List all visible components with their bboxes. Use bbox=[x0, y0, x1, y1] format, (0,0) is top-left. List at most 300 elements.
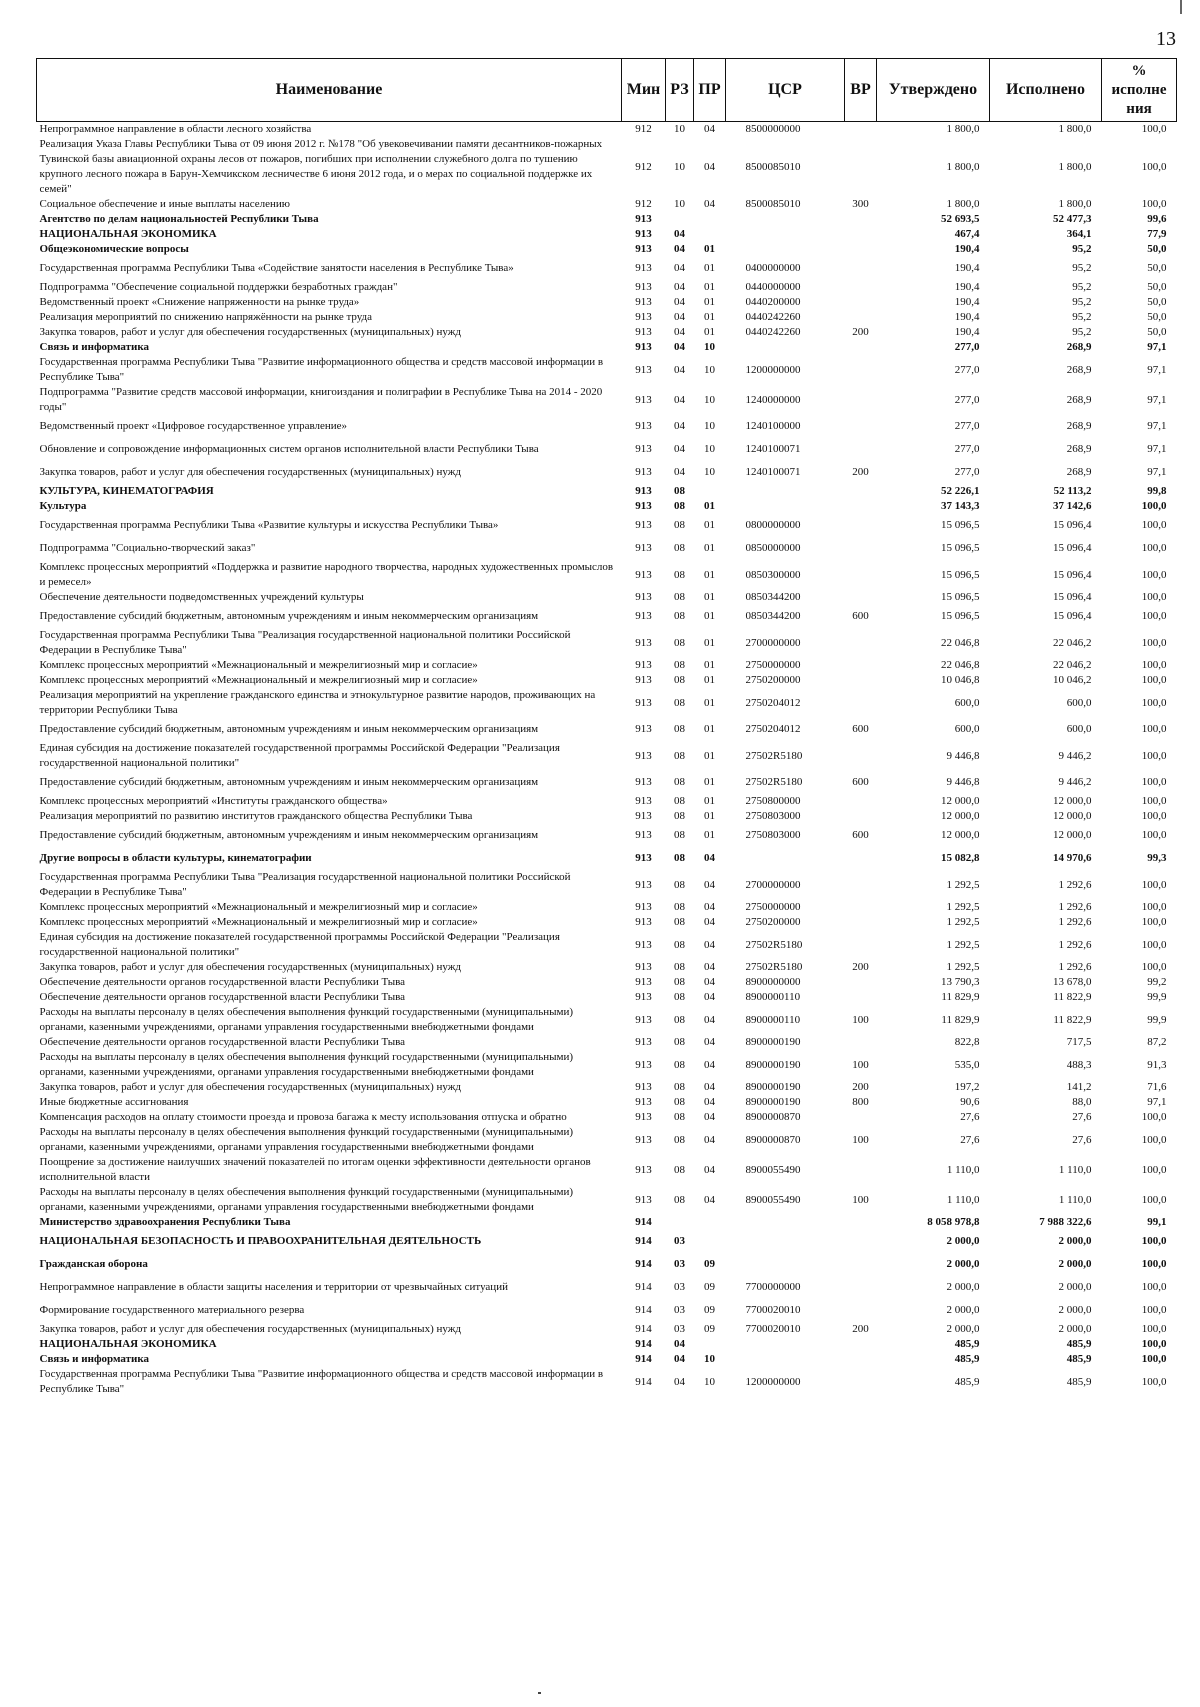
cell-min: 913 bbox=[635, 878, 652, 891]
cell-csr: 2750803000 bbox=[745, 829, 801, 841]
cell-percent: 100,0 bbox=[1141, 696, 1167, 709]
cell-vr: 200 bbox=[852, 1081, 869, 1093]
table-row bbox=[37, 847, 1177, 870]
cell-percent: 99,2 bbox=[1147, 976, 1167, 988]
cell-executed: 52 477,3 bbox=[1053, 213, 1092, 225]
cell-vr: 800 bbox=[852, 1096, 869, 1108]
cell-percent: 100,0 bbox=[1141, 198, 1167, 210]
cell-pr: 10 bbox=[704, 443, 715, 455]
cell-executed: 2 000,0 bbox=[1058, 1281, 1092, 1293]
cell-rz: 08 bbox=[674, 776, 685, 788]
cell-approved: 12 000,0 bbox=[941, 810, 980, 822]
cell-pr: 04 bbox=[704, 1111, 715, 1123]
cell-pr: 01 bbox=[704, 262, 715, 274]
cell-approved: 277,0 bbox=[954, 341, 980, 353]
cell-vr bbox=[845, 1230, 877, 1253]
cell-approved: 1 292,5 bbox=[946, 938, 980, 951]
cell-executed: 37 142,6 bbox=[1053, 500, 1092, 512]
cell-name: Расходы на выплаты персоналу в целях обеспечения выполнения функций государственными (муниципальными) органами, казенными учреждениями, органами управления государственными внебюджетными фондами bbox=[39, 1051, 574, 1078]
cell-rz: 04 bbox=[674, 393, 685, 406]
cell-vr: 200 bbox=[852, 1323, 869, 1335]
cell-pr: 01 bbox=[704, 810, 715, 822]
cell-rz: 08 bbox=[674, 810, 685, 822]
cell-pr bbox=[694, 484, 726, 499]
cell-executed: 22 046,2 bbox=[1053, 659, 1092, 671]
cell-executed: 88,0 bbox=[1072, 1096, 1092, 1108]
cell-rz bbox=[666, 1215, 694, 1230]
cell-min: 913 bbox=[635, 795, 652, 807]
table-row bbox=[37, 257, 1177, 280]
cell-pr: 01 bbox=[704, 500, 715, 512]
cell-percent: 100,0 bbox=[1141, 610, 1167, 622]
cell-min: 914 bbox=[635, 1323, 652, 1335]
cell-pr: 01 bbox=[704, 519, 715, 531]
table-row bbox=[37, 1155, 1177, 1185]
cell-executed: 268,9 bbox=[1066, 443, 1092, 455]
cell-rz: 08 bbox=[674, 916, 685, 928]
cell-executed: 1 292,6 bbox=[1058, 901, 1092, 913]
cell-approved: 1 110,0 bbox=[946, 1193, 980, 1206]
cell-approved: 37 143,3 bbox=[941, 500, 980, 512]
cell-min: 913 bbox=[635, 916, 652, 928]
cell-vr bbox=[845, 415, 877, 438]
budget-execution-table bbox=[36, 58, 1177, 1397]
cell-approved: 11 829,9 bbox=[941, 1013, 980, 1026]
cell-name: НАЦИОНАЛЬНАЯ БЕЗОПАСНОСТЬ И ПРАВООХРАНИТЕЛЬНАЯ ДЕЯТЕЛЬНОСТЬ bbox=[39, 1235, 482, 1247]
cell-percent: 100,0 bbox=[1141, 1111, 1167, 1123]
cell-vr bbox=[845, 1299, 877, 1322]
cell-rz: 03 bbox=[674, 1304, 685, 1316]
cell-executed: 600,0 bbox=[1066, 723, 1092, 735]
cell-name: Непрограммное направление в области лесного хозяйства bbox=[39, 123, 312, 135]
cell-name: Непрограммное направление в области защиты населения и территории от чрезвычайных ситуаций bbox=[39, 1281, 508, 1293]
cell-approved: 10 046,8 bbox=[941, 674, 980, 686]
table-row bbox=[37, 499, 1177, 514]
cell-executed: 95,2 bbox=[1072, 262, 1092, 274]
column-header-approved: Утверждено bbox=[877, 59, 990, 122]
table-row bbox=[37, 741, 1177, 771]
cell-approved: 485,9 bbox=[954, 1375, 980, 1388]
cell-min: 913 bbox=[635, 938, 652, 951]
cell-percent: 50,0 bbox=[1147, 243, 1167, 255]
cell-executed: 10 046,2 bbox=[1053, 674, 1092, 686]
cell-pr: 10 bbox=[704, 420, 715, 432]
cell-min: 913 bbox=[635, 852, 652, 864]
cell-min: 913 bbox=[635, 262, 652, 274]
cell-rz: 08 bbox=[674, 500, 685, 512]
cell-pr: 01 bbox=[704, 296, 715, 308]
cell-csr: 2750200000 bbox=[745, 916, 801, 928]
cell-csr: 8900055490 bbox=[745, 1193, 801, 1206]
cell-rz: 08 bbox=[674, 852, 685, 864]
cell-vr bbox=[845, 514, 877, 537]
cell-percent: 100,0 bbox=[1141, 1193, 1167, 1206]
cell-rz: 04 bbox=[674, 311, 685, 323]
cell-min: 913 bbox=[635, 976, 652, 988]
cell-approved: 9 446,8 bbox=[946, 776, 980, 788]
cell-rz: 03 bbox=[674, 1281, 685, 1293]
cell-rz: 04 bbox=[674, 1338, 685, 1350]
cell-vr bbox=[845, 137, 877, 197]
cell-pr: 04 bbox=[704, 916, 715, 928]
cell-pr: 04 bbox=[704, 1013, 715, 1026]
cell-rz: 10 bbox=[674, 123, 685, 135]
table-row bbox=[37, 122, 1177, 138]
cell-approved: 2 000,0 bbox=[946, 1304, 980, 1316]
cell-executed: 9 446,2 bbox=[1058, 776, 1092, 788]
cell-rz: 08 bbox=[674, 1133, 685, 1146]
cell-name: Расходы на выплаты персоналу в целях обеспечения выполнения функций государственными (муниципальными) органами, казенными учреждениями, органами управления государственными внебюджетными фондами bbox=[39, 1126, 574, 1153]
cell-approved: 2 000,0 bbox=[946, 1235, 980, 1247]
cell-approved: 485,9 bbox=[954, 1353, 980, 1365]
cell-min: 913 bbox=[635, 674, 652, 686]
cell-name: Министерство здравоохранения Республики Тыва bbox=[39, 1216, 291, 1228]
cell-name: Подпрограмма "Обеспечение социальной поддержки безработных граждан" bbox=[39, 281, 398, 293]
cell-name: Другие вопросы в области культуры, кинематографии bbox=[39, 852, 312, 864]
cell-min: 913 bbox=[635, 485, 652, 497]
cell-rz: 03 bbox=[674, 1258, 685, 1270]
cell-rz: 08 bbox=[674, 878, 685, 891]
cell-vr: 600 bbox=[852, 723, 869, 735]
cell-pr: 04 bbox=[704, 1193, 715, 1206]
cell-min: 913 bbox=[635, 466, 652, 478]
cell-percent: 50,0 bbox=[1147, 281, 1167, 293]
cell-name: Реализация мероприятий по снижению напряжённости на рынке труда bbox=[39, 311, 373, 323]
table-row bbox=[37, 438, 1177, 461]
cell-min: 914 bbox=[635, 1258, 652, 1270]
cell-min: 913 bbox=[635, 1081, 652, 1093]
cell-vr bbox=[845, 658, 877, 673]
table-row bbox=[37, 560, 1177, 590]
cell-csr: 2700000000 bbox=[745, 636, 801, 649]
percent-header-line-2: исполне bbox=[1111, 81, 1167, 98]
cell-executed: 268,9 bbox=[1066, 466, 1092, 478]
cell-vr bbox=[845, 280, 877, 295]
cell-name: Комплекс процессных мероприятий «Институты гражданского общества» bbox=[39, 795, 388, 807]
table-row bbox=[37, 824, 1177, 847]
cell-pr: 10 bbox=[704, 1375, 715, 1388]
cell-approved: 2 000,0 bbox=[946, 1281, 980, 1293]
cell-vr bbox=[845, 385, 877, 415]
table-row bbox=[37, 415, 1177, 438]
cell-vr: 600 bbox=[852, 776, 869, 788]
cell-min: 912 bbox=[635, 123, 652, 135]
cell-csr: 2750000000 bbox=[745, 659, 801, 671]
cell-approved: 1 292,5 bbox=[946, 916, 980, 928]
cell-min: 913 bbox=[635, 901, 652, 913]
cell-vr bbox=[845, 741, 877, 771]
cell-percent: 99,9 bbox=[1147, 1013, 1167, 1026]
cell-name: Предоставление субсидий бюджетным, автономным учреждениям и иным некоммерческим организациям bbox=[39, 776, 539, 788]
cell-name: Закупка товаров, работ и услуг для обеспечения государственных (муниципальных) нужд bbox=[39, 326, 461, 338]
cell-percent: 100,0 bbox=[1141, 901, 1167, 913]
cell-rz: 08 bbox=[674, 1111, 685, 1123]
cell-csr bbox=[726, 340, 845, 355]
cell-executed: 268,9 bbox=[1066, 393, 1092, 406]
table-row bbox=[37, 310, 1177, 325]
table-row bbox=[37, 1337, 1177, 1352]
cell-csr: 8500085010 bbox=[745, 160, 801, 173]
cell-approved: 27,6 bbox=[960, 1133, 980, 1146]
column-header-name: Наименование bbox=[37, 59, 622, 122]
cell-approved: 1 800,0 bbox=[946, 198, 980, 210]
cell-percent: 50,0 bbox=[1147, 311, 1167, 323]
cell-name: Расходы на выплаты персоналу в целях обеспечения выполнения функций государственными (муниципальными) органами, казенными учреждениями, органами управления государственными внебюджетными фондами bbox=[39, 1186, 574, 1213]
cell-min: 914 bbox=[635, 1375, 652, 1388]
cell-csr: 2700000000 bbox=[745, 878, 801, 891]
cell-csr: 2750204012 bbox=[745, 723, 801, 735]
cell-name: Государственная программа Республики Тыва "Развитие информационного общества и средств массовой информации в Республике Тыва" bbox=[39, 356, 604, 383]
cell-executed: 1 292,6 bbox=[1058, 938, 1092, 951]
table-row bbox=[37, 809, 1177, 824]
cell-approved: 1 292,5 bbox=[946, 878, 980, 891]
cell-rz: 04 bbox=[674, 326, 685, 338]
cell-name: Обеспечение деятельности органов государственной власти Республики Тыва bbox=[39, 991, 406, 1003]
cell-name: Культура bbox=[39, 500, 87, 512]
cell-min: 913 bbox=[635, 326, 652, 338]
cell-vr bbox=[845, 590, 877, 605]
cell-percent: 100,0 bbox=[1141, 749, 1167, 762]
cell-percent: 100,0 bbox=[1141, 1258, 1167, 1270]
cell-pr: 04 bbox=[704, 1096, 715, 1108]
cell-percent: 97,1 bbox=[1147, 341, 1167, 353]
table-row bbox=[37, 590, 1177, 605]
scan-edge-mark bbox=[1180, 0, 1182, 14]
cell-executed: 14 970,6 bbox=[1053, 852, 1092, 864]
cell-csr: 27502R5180 bbox=[745, 776, 803, 788]
cell-approved: 190,4 bbox=[954, 326, 980, 338]
table-row bbox=[37, 484, 1177, 499]
cell-rz: 04 bbox=[674, 341, 685, 353]
table-row bbox=[37, 1276, 1177, 1299]
cell-csr: 1240100000 bbox=[745, 420, 801, 432]
cell-pr: 01 bbox=[704, 542, 715, 554]
cell-name: Ведомственный проект «Цифровое государственное управление» bbox=[39, 420, 348, 432]
cell-approved: 1 800,0 bbox=[946, 123, 980, 135]
table-body bbox=[37, 122, 1177, 1398]
table-row bbox=[37, 628, 1177, 658]
cell-approved: 15 096,5 bbox=[941, 591, 980, 603]
cell-csr bbox=[726, 499, 845, 514]
cell-min: 913 bbox=[635, 591, 652, 603]
cell-name: Формирование государственного материального резерва bbox=[39, 1304, 305, 1316]
cell-rz: 08 bbox=[674, 976, 685, 988]
cell-min: 913 bbox=[635, 1133, 652, 1146]
cell-executed: 52 113,2 bbox=[1053, 485, 1092, 497]
cell-pr: 04 bbox=[704, 878, 715, 891]
cell-executed: 12 000,0 bbox=[1053, 795, 1092, 807]
cell-csr: 2750200000 bbox=[745, 674, 801, 686]
cell-rz: 08 bbox=[674, 568, 685, 581]
cell-executed: 15 096,4 bbox=[1053, 542, 1092, 554]
cell-vr bbox=[845, 340, 877, 355]
cell-csr: 0850344200 bbox=[745, 591, 801, 603]
cell-vr bbox=[845, 484, 877, 499]
table-row bbox=[37, 355, 1177, 385]
cell-executed: 485,9 bbox=[1066, 1375, 1092, 1388]
cell-executed: 7 988 322,6 bbox=[1039, 1216, 1092, 1228]
cell-min: 913 bbox=[635, 991, 652, 1003]
cell-csr: 8900055490 bbox=[745, 1163, 801, 1176]
table-row bbox=[37, 1110, 1177, 1125]
cell-name: НАЦИОНАЛЬНАЯ ЭКОНОМИКА bbox=[39, 1338, 217, 1350]
cell-pr: 10 bbox=[704, 341, 715, 353]
cell-name: Комплекс процессных мероприятий «Поддержка и развитие народного творчества, народных художественных промыслов и ремесел» bbox=[39, 561, 614, 588]
table-row bbox=[37, 461, 1177, 484]
cell-min: 913 bbox=[635, 213, 652, 225]
cell-approved: 277,0 bbox=[954, 420, 980, 432]
cell-executed: 95,2 bbox=[1072, 243, 1092, 255]
cell-rz bbox=[666, 212, 694, 227]
cell-vr bbox=[845, 990, 877, 1005]
cell-percent: 100,0 bbox=[1141, 776, 1167, 788]
cell-executed: 717,5 bbox=[1066, 1036, 1092, 1048]
cell-csr bbox=[726, 212, 845, 227]
cell-vr bbox=[845, 499, 877, 514]
cell-name: Социальное обеспечение и иные выплаты населению bbox=[39, 198, 291, 210]
cell-pr: 01 bbox=[704, 674, 715, 686]
cell-executed: 1 292,6 bbox=[1058, 961, 1092, 973]
cell-rz: 08 bbox=[674, 795, 685, 807]
cell-pr: 01 bbox=[704, 659, 715, 671]
cell-vr bbox=[845, 870, 877, 900]
cell-percent: 50,0 bbox=[1147, 326, 1167, 338]
table-row bbox=[37, 385, 1177, 415]
cell-min: 913 bbox=[635, 829, 652, 841]
cell-percent: 100,0 bbox=[1141, 723, 1167, 735]
table-row bbox=[37, 1215, 1177, 1230]
cell-pr: 04 bbox=[704, 1058, 715, 1071]
table-row bbox=[37, 990, 1177, 1005]
cell-percent: 77,9 bbox=[1147, 228, 1167, 240]
cell-percent: 100,0 bbox=[1141, 1323, 1167, 1335]
cell-vr bbox=[845, 1367, 877, 1397]
cell-csr: 2750204012 bbox=[745, 696, 801, 709]
cell-min: 913 bbox=[635, 696, 652, 709]
table-row bbox=[37, 197, 1177, 212]
table-row bbox=[37, 1035, 1177, 1050]
cell-name: Подпрограмма "Развитие средств массовой информации, книгоиздания и полиграфии в Республике Тыва на 2014 - 2020 годы" bbox=[39, 386, 603, 413]
cell-rz: 04 bbox=[674, 243, 685, 255]
cell-vr bbox=[845, 809, 877, 824]
cell-approved: 11 829,9 bbox=[941, 991, 980, 1003]
cell-name: Комплекс процессных мероприятий «Межнациональный и межрелигиозный мир и согласие» bbox=[39, 674, 478, 686]
cell-vr: 300 bbox=[852, 198, 869, 210]
cell-approved: 1 292,5 bbox=[946, 901, 980, 913]
cell-percent: 99,1 bbox=[1147, 1216, 1167, 1228]
cell-percent: 50,0 bbox=[1147, 262, 1167, 274]
cell-name: Предоставление субсидий бюджетным, автономным учреждениям и иным некоммерческим организациям bbox=[39, 723, 539, 735]
cell-vr bbox=[845, 122, 877, 138]
cell-csr: 8500000000 bbox=[745, 123, 801, 135]
cell-vr bbox=[845, 628, 877, 658]
cell-name: Поощрение за достижение наилучших значений показателей по итогам оценки эффективности деятельности органов исполнительной власти bbox=[39, 1156, 591, 1183]
table-row bbox=[37, 1230, 1177, 1253]
cell-min: 913 bbox=[635, 500, 652, 512]
cell-min: 913 bbox=[635, 610, 652, 622]
cell-pr: 04 bbox=[704, 1081, 715, 1093]
cell-percent: 99,8 bbox=[1147, 485, 1167, 497]
cell-csr bbox=[726, 227, 845, 242]
cell-approved: 2 000,0 bbox=[946, 1323, 980, 1335]
cell-pr: 01 bbox=[704, 749, 715, 762]
cell-percent: 100,0 bbox=[1141, 568, 1167, 581]
cell-min: 913 bbox=[635, 420, 652, 432]
cell-csr: 8900000000 bbox=[745, 976, 801, 988]
cell-pr: 10 bbox=[704, 393, 715, 406]
cell-executed: 268,9 bbox=[1066, 363, 1092, 376]
cell-pr bbox=[694, 227, 726, 242]
cell-approved: 12 000,0 bbox=[941, 795, 980, 807]
cell-percent: 99,3 bbox=[1147, 852, 1167, 864]
cell-csr: 0850344200 bbox=[745, 610, 801, 622]
cell-csr: 1240100071 bbox=[745, 443, 801, 455]
cell-csr bbox=[726, 847, 845, 870]
cell-csr: 8900000190 bbox=[745, 1058, 801, 1071]
cell-csr: 2750803000 bbox=[745, 810, 801, 822]
cell-vr bbox=[845, 930, 877, 960]
cell-csr: 1200000000 bbox=[745, 1375, 801, 1388]
cell-approved: 190,4 bbox=[954, 311, 980, 323]
cell-rz: 08 bbox=[674, 1193, 685, 1206]
cell-pr: 04 bbox=[704, 991, 715, 1003]
cell-rz: 03 bbox=[674, 1323, 685, 1335]
cell-pr: 01 bbox=[704, 311, 715, 323]
cell-pr: 01 bbox=[704, 636, 715, 649]
cell-executed: 95,2 bbox=[1072, 296, 1092, 308]
cell-vr bbox=[845, 975, 877, 990]
cell-min: 913 bbox=[635, 519, 652, 531]
cell-percent: 100,0 bbox=[1141, 795, 1167, 807]
cell-name: Агентство по делам национальностей Республики Тыва bbox=[39, 213, 319, 225]
table-row bbox=[37, 1125, 1177, 1155]
table-row bbox=[37, 870, 1177, 900]
cell-rz: 08 bbox=[674, 636, 685, 649]
cell-min: 913 bbox=[635, 636, 652, 649]
cell-executed: 27,6 bbox=[1072, 1133, 1092, 1146]
cell-name: Обеспечение деятельности органов государственной власти Республики Тыва bbox=[39, 1036, 406, 1048]
cell-min: 913 bbox=[635, 1058, 652, 1071]
cell-pr bbox=[694, 1337, 726, 1352]
cell-rz: 04 bbox=[674, 228, 685, 240]
cell-pr: 01 bbox=[704, 243, 715, 255]
cell-min: 913 bbox=[635, 810, 652, 822]
cell-approved: 15 082,8 bbox=[941, 852, 980, 864]
cell-approved: 600,0 bbox=[954, 696, 980, 709]
cell-csr: 8900000190 bbox=[745, 1036, 801, 1048]
table-row bbox=[37, 325, 1177, 340]
cell-rz: 08 bbox=[674, 1058, 685, 1071]
table-row bbox=[37, 1352, 1177, 1367]
column-header-rz: РЗ bbox=[666, 59, 694, 122]
cell-min: 913 bbox=[635, 1036, 652, 1048]
cell-pr: 01 bbox=[704, 591, 715, 603]
cell-executed: 9 446,2 bbox=[1058, 749, 1092, 762]
cell-percent: 97,1 bbox=[1147, 1096, 1167, 1108]
table-row bbox=[37, 900, 1177, 915]
cell-executed: 1 292,6 bbox=[1058, 916, 1092, 928]
cell-rz: 08 bbox=[674, 991, 685, 1003]
table-row bbox=[37, 227, 1177, 242]
cell-name: Предоставление субсидий бюджетным, автономным учреждениям и иным некоммерческим организациям bbox=[39, 829, 539, 841]
cell-name: Обновление и сопровождение информационных систем органов исполнительной власти Республики Тыва bbox=[39, 443, 539, 455]
cell-approved: 9 446,8 bbox=[946, 749, 980, 762]
cell-percent: 50,0 bbox=[1147, 296, 1167, 308]
cell-percent: 100,0 bbox=[1141, 636, 1167, 649]
cell-rz: 04 bbox=[674, 443, 685, 455]
cell-csr: 8500085010 bbox=[745, 198, 801, 210]
cell-executed: 2 000,0 bbox=[1058, 1258, 1092, 1270]
